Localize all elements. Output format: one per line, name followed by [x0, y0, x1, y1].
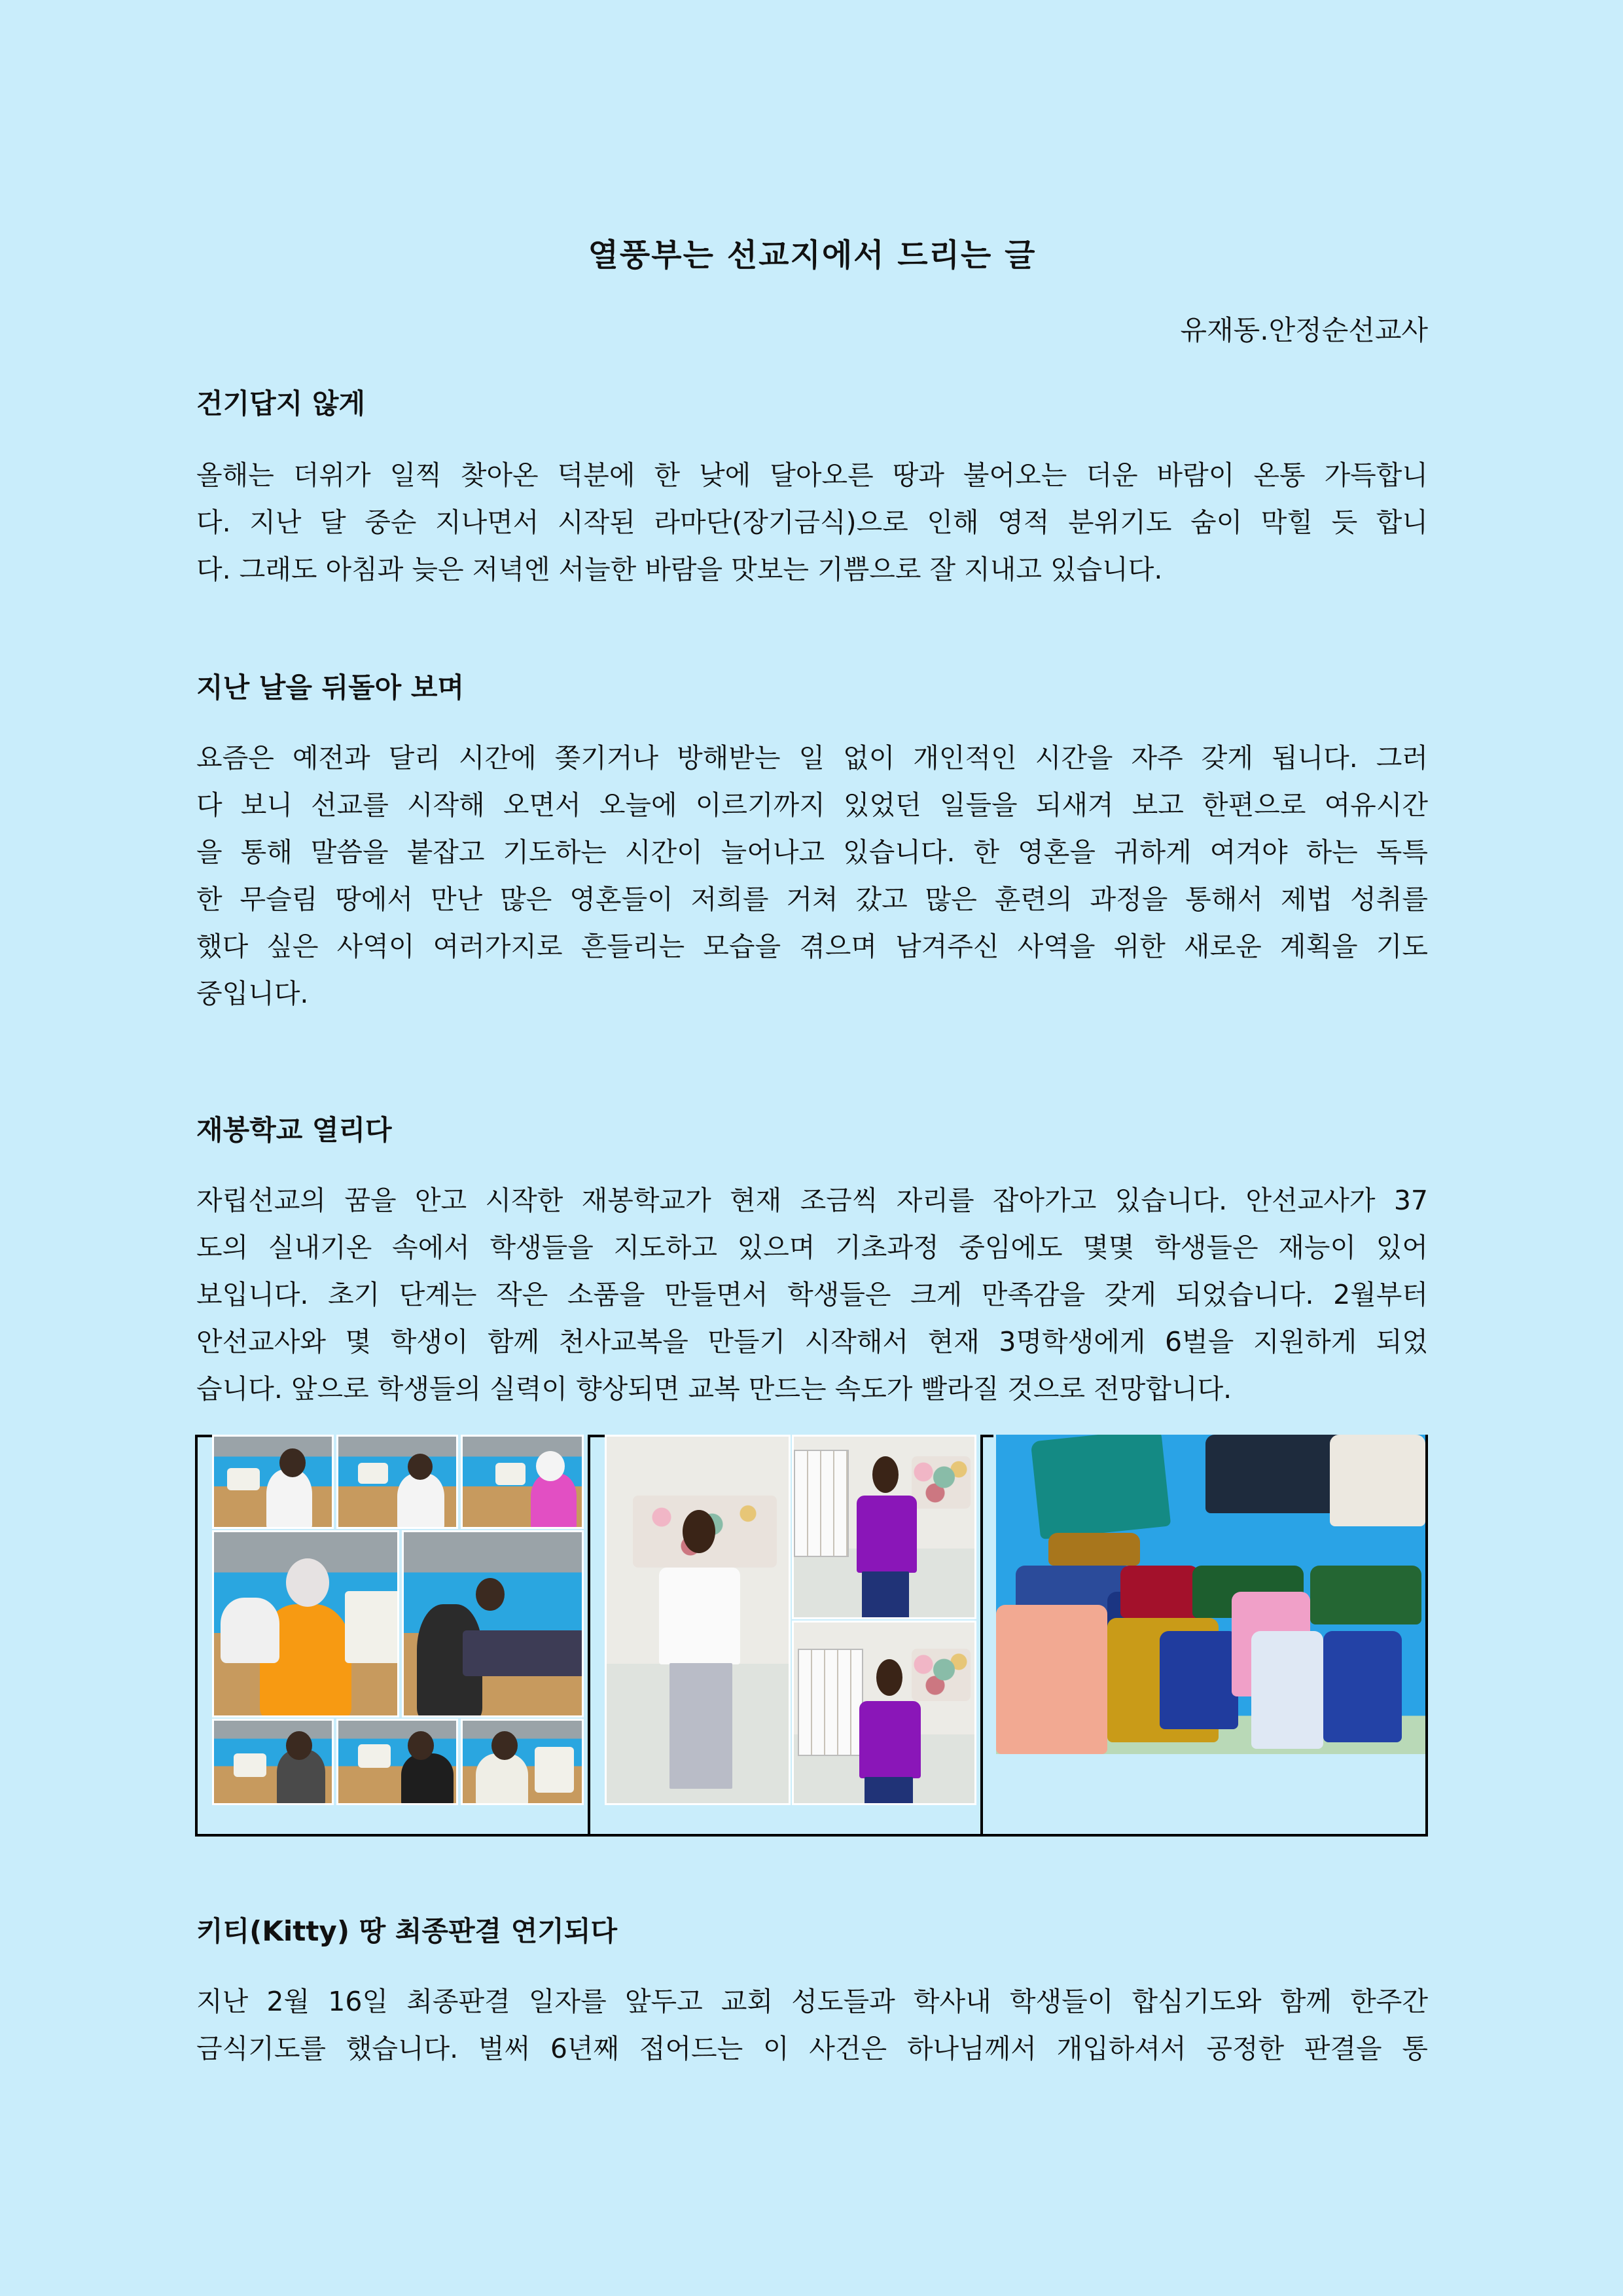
photo-student-sewing-large: [212, 1530, 399, 1717]
column-divider: [588, 1435, 590, 1834]
photo-student-sewing: [212, 1435, 334, 1529]
section-heading-sewing-school: 재봉학교 열리다: [196, 1114, 392, 1146]
photo-cell-sewing: [212, 1435, 584, 1805]
body-line: 을 통해 말씀을 붙잡고 기도하는 시간이 늘어나고 있습니다. 한 영혼을 귀하게 여겨야 하는 독특: [196, 836, 1428, 868]
column-divider: [980, 1435, 983, 1834]
page-title: 열풍부는 선교지에서 드리는 글: [588, 237, 1037, 274]
photo-student-cutting-fabric: [402, 1530, 584, 1717]
section-heading-dry-season: 건기답지 않게: [196, 387, 366, 420]
author-line: 유재동.안정순선교사: [1180, 314, 1428, 346]
photo-student-sewing: [461, 1719, 584, 1805]
body-line: 한 무슬림 땅에서 만난 많은 영혼들이 저희를 거쳐 갔고 많은 훈련의 과정을 통해서 제법 성취를: [196, 884, 1428, 915]
body-line: 다 보니 선교를 시작해 오면서 오늘에 이르기까지 있었던 일들을 되새겨 보고 한편으로 여유시간: [196, 789, 1428, 821]
body-line: 지난 2월 16일 최종판결 일자를 앞두고 교회 성도들과 학사내 학생들이 합심기도와 함께 한주간: [196, 1986, 1428, 2017]
section-body-looking-back: [196, 734, 1428, 1017]
photo-cell-uniforms: [605, 1435, 976, 1805]
body-line: 안선교사와 몇 학생이 함께 천사교복을 만들기 시작해서 현재 3명학생에게 6벌을 지원하게 되었: [196, 1326, 1428, 1357]
photo-student-sewing: [461, 1435, 584, 1529]
photo-student-sewing: [336, 1435, 458, 1529]
body-line: 했다 싶은 사역이 여러가지로 흔들리는 모습을 겪으며 남겨주신 사역을 위한 새로운 계획을 기도: [196, 931, 1428, 962]
section-body-dry-season: [196, 452, 1428, 593]
photo-student-sewing: [336, 1719, 458, 1805]
body-line: 자립선교의 꿈을 안고 시작한 재봉학교가 현재 조금씩 자리를 잡아가고 있습니다. 안선교사가 37: [196, 1185, 1428, 1216]
body-line: 다. 그래도 아침과 늦은 저녁엔 서늘한 바람을 맛보는 기쁨으로 잘 지내고 있습니다.: [196, 554, 1163, 585]
body-line: 습니다. 앞으로 학생들의 실력이 향상되면 교복 만드는 속도가 빨라질 것으로 전망합니다.: [196, 1373, 1232, 1405]
section-body-sewing-school: [196, 1177, 1428, 1412]
body-line: 요즘은 예전과 달리 시간에 쫒기거나 방해받는 일 없이 개인적인 시간을 자주 갖게 됩니다. 그러: [196, 742, 1428, 774]
body-line: 올해는 더위가 일찍 찾아온 덕분에 한 낮에 달아오른 땅과 불어오는 더운 바람이 온통 가득합니: [196, 459, 1428, 491]
section-body-kitty-land: [196, 1978, 1428, 2072]
body-line: 다. 지난 달 중순 지나면서 시작된 라마단(장기금식)으로 인해 영적 분위기도 숨이 막힐 듯 합니: [196, 507, 1428, 538]
section-heading-looking-back: 지난 날을 뒤돌아 보며: [196, 672, 465, 704]
photo-table: [195, 1435, 1428, 1837]
photo-student-sewing: [212, 1719, 334, 1805]
body-line: 중입니다.: [196, 978, 309, 1009]
photo-handmade-bags: [996, 1435, 1425, 1754]
photo-student-purple-uniform: [792, 1435, 976, 1619]
photo-student-purple-uniform: [792, 1621, 976, 1805]
body-line: 금식기도를 했습니다. 벌써 6년째 접어드는 이 사건은 하나님께서 개입하셔서 공정한 판결을 통: [196, 2033, 1428, 2064]
body-line: 도의 실내기온 속에서 학생들을 지도하고 있으며 기초과정 중임에도 몇몇 학생들은 재능이 있어: [196, 1232, 1428, 1263]
section-heading-kitty-land: 키티(Kitty) 땅 최종판결 연기되다: [196, 1915, 618, 1947]
photo-cell-bags: [996, 1435, 1425, 1754]
photo-student-white-uniform: [605, 1435, 791, 1805]
body-line: 보입니다. 초기 단계는 작은 소품을 만들면서 학생들은 크게 만족감을 갖게 되었습니다. 2월부터: [196, 1279, 1428, 1310]
